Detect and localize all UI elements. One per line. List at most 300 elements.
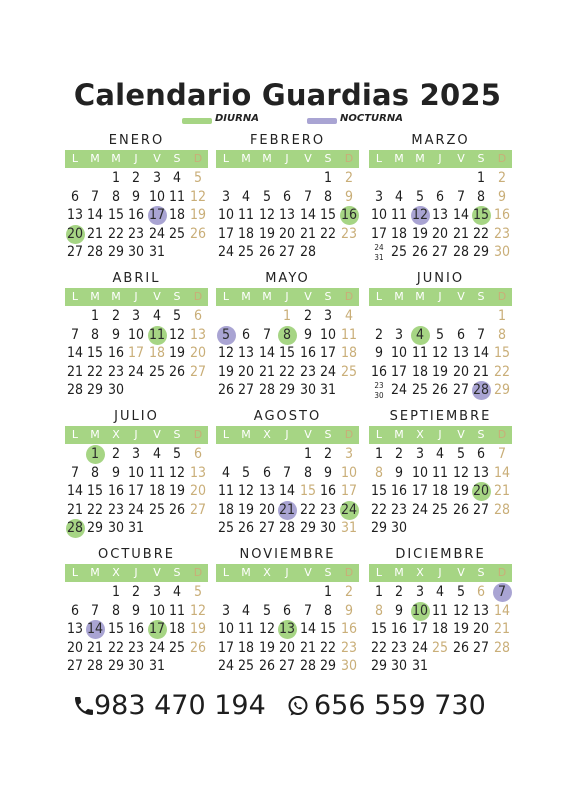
weekday-label: X (416, 428, 424, 441)
calendar-day: 25 (431, 639, 449, 656)
weekday-label: V (304, 428, 312, 441)
weekday-label: S (477, 428, 485, 441)
day-grid (65, 169, 208, 259)
guardia-nocturna-day: 12 (411, 207, 429, 223)
calendar-day: 19 (217, 363, 235, 380)
calendar-day: 10 (148, 188, 166, 205)
calendar-day: 4 (241, 188, 250, 205)
calendar-day: 18 (431, 483, 449, 499)
weekday-label: S (477, 152, 485, 165)
calendar-day: 13 (237, 345, 255, 361)
calendar-day: 1 (303, 446, 312, 462)
weekday-label: D (193, 152, 203, 165)
calendar-day: 21 (299, 225, 317, 242)
weekday-header (65, 150, 208, 168)
calendar-day: 1 (323, 584, 332, 600)
day-grid (65, 307, 208, 397)
weekday-label: V (304, 566, 312, 579)
calendar-day: 14 (66, 345, 84, 361)
calendar-day: 25 (148, 363, 166, 380)
calendar-day: 10 (148, 602, 166, 619)
calendar-day: 27 (189, 501, 207, 518)
calendar-day: 15 (107, 207, 125, 223)
weekday-label: L (71, 428, 79, 441)
day-grid (369, 583, 512, 673)
weekday-label: M (241, 566, 251, 579)
calendar-day: 14 (86, 207, 104, 223)
guardia-nocturna-day: 17 (148, 207, 166, 223)
calendar-day: 21 (66, 363, 84, 380)
weekday-label: D (344, 290, 354, 303)
calendar-day: 19 (258, 225, 276, 242)
calendar-day: 12 (168, 326, 186, 343)
calendar-day: 26 (168, 501, 186, 518)
weekday-label: J (134, 566, 138, 579)
month-diciembre (369, 547, 512, 674)
calendar-day: 30 (127, 244, 145, 260)
weekday-label: M (394, 152, 404, 165)
month-junio (369, 271, 512, 400)
calendar-day: 30 (390, 520, 408, 536)
calendar-day: 23 30 (374, 381, 384, 400)
calendar-day: 22 (319, 639, 337, 656)
calendar-day: 11 (340, 326, 358, 343)
calendar-day: 4 (394, 188, 403, 205)
calendar-day: 9 (344, 188, 353, 205)
calendar-day: 27 (189, 363, 207, 380)
weekday-label: L (375, 428, 383, 441)
calendar-day: 23 (390, 639, 408, 656)
calendar-day: 13 (66, 207, 84, 223)
calendar-day: 5 (456, 446, 465, 462)
weekday-label: M (415, 152, 425, 165)
calendar-day: 26 (168, 363, 186, 380)
weekday-header (216, 426, 359, 444)
weekday-header (65, 426, 208, 444)
calendar-day: 5 (193, 170, 202, 186)
calendar-day: 25 (168, 639, 186, 656)
calendar-day: 2 (323, 446, 332, 462)
weekday-label: L (222, 428, 230, 441)
calendar-day: 30 (107, 520, 125, 536)
calendar-day: 7 (303, 188, 312, 205)
calendar-day: 24 (217, 658, 235, 674)
calendar-day: 7 (476, 326, 485, 343)
calendar-day: 17 (370, 225, 388, 242)
calendar-day: 2 (497, 170, 506, 186)
weekday-label: S (324, 290, 332, 303)
calendar-day: 11 (168, 188, 186, 205)
weekday-label: M (241, 428, 251, 441)
calendar-day: 18 (431, 621, 449, 637)
weekday-label: D (193, 566, 203, 579)
calendar-day: 30 (340, 658, 358, 674)
calendar-day: 27 (452, 382, 470, 398)
month-marzo (369, 133, 512, 262)
calendar-day: 11 (168, 602, 186, 619)
calendar-day: 17 (217, 225, 235, 242)
calendar-day: 5 (172, 308, 181, 324)
calendar-day: 30 (493, 244, 511, 260)
weekday-label: M (394, 290, 404, 303)
calendar-day: 11 (237, 621, 255, 637)
calendar-day: 28 (258, 382, 276, 398)
calendar-day: 15 (299, 483, 317, 499)
calendar-day: 28 (86, 244, 104, 260)
calendar-day: 9 (111, 326, 120, 343)
calendar-day: 3 (374, 188, 383, 205)
calendar-day: 17 (319, 345, 337, 361)
calendar-day: 17 (127, 345, 145, 361)
day-grid (65, 583, 208, 673)
calendar-day: 18 (168, 207, 186, 223)
calendar-day: 6 (435, 188, 444, 205)
day-grid (369, 169, 512, 262)
weekday-label: M (415, 290, 425, 303)
calendar-day: 16 (299, 345, 317, 361)
calendar-day: 7 (497, 446, 506, 462)
calendar-day: 26 (258, 244, 276, 260)
weekday-label: M (394, 566, 404, 579)
weekday-header (369, 426, 512, 444)
weekday-label: D (193, 428, 203, 441)
month-name: ENERO (108, 133, 165, 148)
calendar-day: 21 (258, 363, 276, 380)
calendar-day: 2 (111, 308, 120, 324)
month-mayo (216, 271, 359, 398)
calendar-day: 18 (168, 621, 186, 637)
weekday-label: L (222, 566, 230, 579)
legend-nocturna-label: NOCTURNA (340, 113, 403, 124)
calendar-day: 15 (319, 621, 337, 637)
calendar-day: 31 (148, 658, 166, 674)
calendar-day: 5 (262, 188, 271, 205)
calendar-day: 1 (374, 446, 383, 462)
guardia-diurna-day: 8 (277, 326, 297, 345)
weekday-header (65, 288, 208, 306)
calendar-day: 24 (411, 639, 429, 656)
calendar-day: 3 (323, 308, 332, 324)
weekday-label: S (324, 566, 332, 579)
calendar-day: 22 (86, 363, 104, 380)
calendar-day: 11 (431, 464, 449, 481)
day-grid (369, 445, 512, 535)
calendar-day: 7 (456, 188, 465, 205)
guardia-nocturna-day: 7 (492, 583, 512, 602)
calendar-day: 11 (431, 602, 449, 619)
weekday-label: S (173, 152, 181, 165)
calendar-day: 16 (340, 621, 358, 637)
calendar-day: 6 (282, 602, 291, 619)
legend-diurna-label: DIURNA (215, 113, 259, 124)
calendar-day: 7 (262, 326, 271, 343)
calendar-day: 29 (278, 382, 296, 398)
calendar-day: 15 (86, 483, 104, 499)
calendar-day: 9 (394, 602, 403, 619)
weekday-label: M (90, 566, 100, 579)
calendar-day: 6 (70, 602, 79, 619)
calendar-day: 21 (452, 225, 470, 242)
calendar-day: 12 (452, 602, 470, 619)
calendar-day: 20 (258, 501, 276, 518)
calendar-day: 27 (237, 382, 255, 398)
weekday-label: X (112, 428, 120, 441)
month-name: MARZO (411, 133, 470, 148)
calendar-day: 20 (278, 225, 296, 242)
weekday-label: V (304, 152, 312, 165)
weekday-label: V (153, 152, 161, 165)
calendar-day: 3 (344, 446, 353, 462)
calendar-day: 24 (319, 363, 337, 380)
weekday-label: M (394, 428, 404, 441)
calendar-day: 19 (168, 483, 186, 499)
guardia-diurna-day: 16 (340, 207, 358, 223)
whatsapp-number[interactable]: 656 559 730 (314, 690, 486, 721)
calendar-day: 8 (497, 326, 506, 343)
weekday-label: S (324, 152, 332, 165)
guardia-nocturna-day: 21 (278, 501, 296, 518)
calendar-day: 27 (431, 244, 449, 260)
weekday-label: L (222, 152, 230, 165)
calendar-day: 19 (431, 363, 449, 380)
calendar-day: 3 (152, 170, 161, 186)
calendar-day: 9 (323, 464, 332, 481)
weekday-label: X (416, 566, 424, 579)
weekday-label: S (173, 566, 181, 579)
calendar-day: 12 (168, 464, 186, 481)
month-name: OCTUBRE (98, 547, 175, 562)
phone-number[interactable]: 983 470 194 (94, 690, 266, 721)
weekday-label: L (375, 152, 383, 165)
calendar-day: 5 (193, 584, 202, 600)
calendar-day: 17 (411, 621, 429, 637)
calendar-day: 10 (127, 326, 145, 343)
calendar-day: 25 (168, 225, 186, 242)
calendar-day: 24 (411, 501, 429, 518)
calendar-day: 4 (435, 446, 444, 462)
weekday-label: L (71, 566, 79, 579)
weekday-label: V (457, 152, 465, 165)
calendar-day: 28 (452, 244, 470, 260)
calendar-day: 21 (66, 501, 84, 518)
weekday-label: J (285, 566, 289, 579)
calendar-day: 18 (237, 639, 255, 656)
calendar-day: 19 (189, 207, 207, 223)
calendar-day: 7 (303, 602, 312, 619)
weekday-label: D (497, 290, 507, 303)
calendar-day: 13 (189, 464, 207, 481)
weekday-label: J (438, 428, 442, 441)
calendar-day: 30 (107, 382, 125, 398)
weekday-label: M (111, 290, 121, 303)
month-febrero (216, 133, 359, 260)
calendar-day: 21 (472, 363, 490, 380)
calendar-day: 6 (476, 446, 485, 462)
calendar-day: 27 (472, 501, 490, 518)
calendar-day: 20 (278, 639, 296, 656)
calendar-day: 29 (107, 658, 125, 674)
calendar-day: 22 (107, 225, 125, 242)
calendar-day: 23 (299, 363, 317, 380)
calendar-day: 4 (152, 308, 161, 324)
calendar-day: 19 (189, 621, 207, 637)
calendar-day: 23 (340, 225, 358, 242)
calendar-day: 12 (237, 483, 255, 499)
calendar-day: 20 (431, 225, 449, 242)
calendar-day: 3 (221, 188, 230, 205)
calendar-day: 5 (415, 188, 424, 205)
calendar-day: 4 (172, 170, 181, 186)
calendar-day: 9 (111, 464, 120, 481)
calendar-day: 25 (411, 382, 429, 398)
guardia-diurna-day: 20 (66, 225, 84, 242)
calendar-day: 21 (86, 225, 104, 242)
calendar-day: 12 (452, 464, 470, 481)
calendar-day: 4 (344, 308, 353, 324)
calendar-day: 16 (370, 363, 388, 380)
guardia-diurna-day: 28 (66, 520, 84, 536)
calendar-day: 2 (374, 326, 383, 343)
calendar-day: 26 (189, 639, 207, 656)
calendar-day: 14 (493, 602, 511, 619)
calendar-day: 23 (127, 639, 145, 656)
calendar-day: 12 (189, 602, 207, 619)
calendar-day: 8 (323, 188, 332, 205)
weekday-label: S (173, 290, 181, 303)
calendar-day: 7 (70, 464, 79, 481)
calendar-day: 8 (374, 602, 383, 619)
guardia-diurna-day: 20 (472, 483, 490, 499)
calendar-day: 14 (452, 207, 470, 223)
calendar-day: 29 (370, 520, 388, 536)
weekday-label: V (457, 566, 465, 579)
calendar-day: 13 (278, 207, 296, 223)
calendar-day: 16 (390, 483, 408, 499)
calendar-day: 21 (493, 621, 511, 637)
month-agosto (216, 409, 359, 536)
calendar-day: 25 (148, 501, 166, 518)
weekday-label: J (438, 152, 442, 165)
calendar-day: 27 (66, 658, 84, 674)
weekday-label: M (111, 152, 121, 165)
calendar-day: 26 (189, 225, 207, 242)
weekday-label: V (153, 566, 161, 579)
calendar-day: 4 (221, 464, 230, 481)
month-name: JUNIO (416, 271, 465, 286)
calendar-day: 8 (323, 602, 332, 619)
calendar-day: 15 (107, 621, 125, 637)
calendar-day: 28 (278, 520, 296, 536)
calendar-day: 22 (299, 501, 317, 518)
legend-diurna-swatch (182, 118, 212, 124)
calendar-day: 2 (303, 308, 312, 324)
calendar-day: 13 (472, 464, 490, 481)
calendar-day: 25 (237, 658, 255, 674)
calendar-day: 4 (172, 584, 181, 600)
weekday-label: M (262, 152, 272, 165)
calendar-day: 7 (90, 188, 99, 205)
calendar-day: 17 (217, 639, 235, 656)
calendar-day: 14 (493, 464, 511, 481)
weekday-label: S (173, 428, 181, 441)
calendar-day: 14 (299, 207, 317, 223)
weekday-label: V (153, 428, 161, 441)
calendar-day: 10 (127, 464, 145, 481)
weekday-label: D (344, 566, 354, 579)
weekday-label: D (344, 428, 354, 441)
calendar-day: 30 (390, 658, 408, 674)
calendar-day: 18 (390, 225, 408, 242)
calendar-day: 16 (390, 621, 408, 637)
calendar-day: 20 (189, 345, 207, 361)
calendar-day: 1 (90, 308, 99, 324)
calendar-day: 18 (217, 501, 235, 518)
guardia-nocturna-day: 28 (472, 382, 490, 398)
weekday-label: J (285, 290, 289, 303)
calendar-day: 2 (394, 446, 403, 462)
calendar-day: 24 (217, 244, 235, 260)
month-name: JULIO (114, 409, 159, 424)
calendar-day: 25 (340, 363, 358, 380)
calendar-day: 27 (66, 244, 84, 260)
calendar-day: 28 (493, 639, 511, 656)
calendar-day: 10 (319, 326, 337, 343)
calendar-day: 2 (394, 584, 403, 600)
weekday-label: D (344, 152, 354, 165)
calendar-day: 24 31 (374, 243, 384, 262)
day-grid (65, 445, 208, 535)
calendar-day: 12 (258, 207, 276, 223)
weekday-label: L (375, 290, 383, 303)
weekday-label: S (477, 566, 485, 579)
calendar-day: 23 (127, 225, 145, 242)
calendar-day: 3 (221, 602, 230, 619)
weekday-header (65, 564, 208, 582)
calendar-day: 19 (168, 345, 186, 361)
calendar-day: 14 (278, 483, 296, 499)
calendar-day: 26 (411, 244, 429, 260)
guardia-diurna-day: 11 (148, 326, 166, 343)
calendar-day: 31 (340, 520, 358, 536)
calendar-day: 5 (262, 602, 271, 619)
calendar-day: 20 (189, 483, 207, 499)
guardia-diurna-day: 10 (411, 602, 429, 619)
calendar-day: 18 (148, 483, 166, 499)
calendar-day: 9 (497, 188, 506, 205)
calendar-day: 26 (237, 520, 255, 536)
calendar-day: 29 (86, 382, 104, 398)
calendar-day: 30 (319, 520, 337, 536)
calendar-day: 20 (237, 363, 255, 380)
weekday-header (369, 288, 512, 306)
calendar-day: 15 (86, 345, 104, 361)
calendar-day: 3 (394, 326, 403, 343)
calendar-day: 24 (148, 225, 166, 242)
calendar-day: 30 (299, 382, 317, 398)
calendar-day: 1 (111, 170, 120, 186)
calendar-day: 6 (193, 446, 202, 462)
calendar-day: 19 (452, 621, 470, 637)
calendar-day: 16 (107, 483, 125, 499)
calendar-day: 6 (193, 308, 202, 324)
weekday-label: M (241, 290, 251, 303)
calendar-day: 2 (344, 170, 353, 186)
weekday-label: J (134, 290, 138, 303)
month-julio (65, 409, 208, 536)
calendar-day: 1 (282, 308, 291, 324)
calendar-day: 23 (493, 225, 511, 242)
calendar-day: 16 (319, 483, 337, 499)
